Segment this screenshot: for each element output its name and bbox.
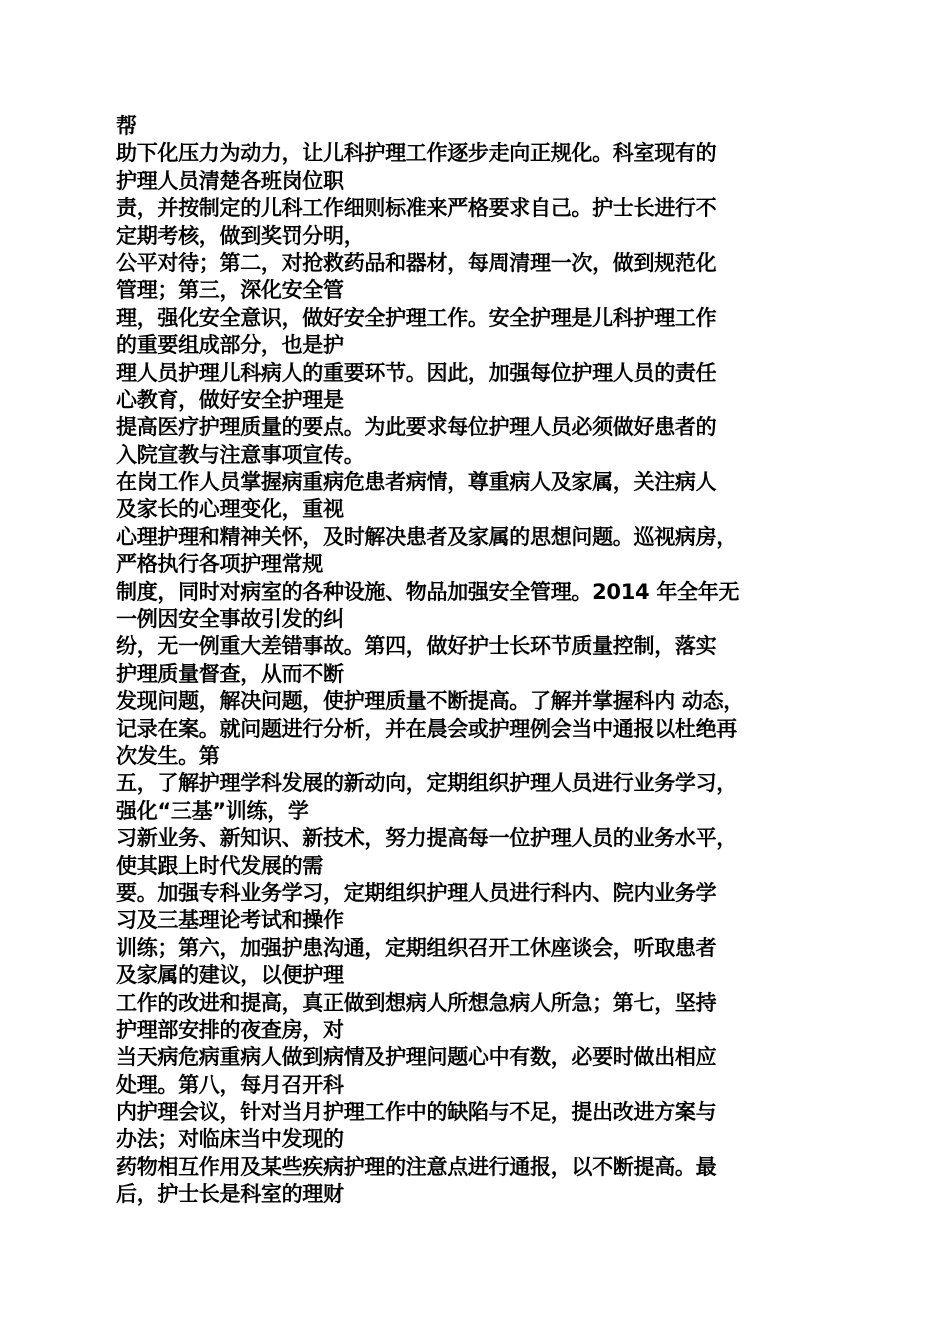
- text-line: 责，并按制定的儿科工作细则标准来严格要求自己。护士长进行不: [116, 196, 717, 221]
- text-line: 护理质量督查，从而不断: [116, 661, 344, 686]
- text-line: 使其跟上时代发展的需: [116, 853, 323, 878]
- text-line: 理人员护理儿科病人的重要环节。因此，加强每位护理人员的责任: [116, 360, 717, 385]
- text-line: 纷，无一例重大差错事故。第四，做好护士长环节质量控制，落实: [116, 634, 717, 659]
- text-line: 习及三基理论考试和操作: [116, 908, 344, 933]
- text-line: 五，了解护理学科发展的新动向，定期组织护理人员进行业务学习，: [116, 771, 737, 796]
- text-line: 严格执行各项护理常规: [116, 552, 323, 577]
- text-line: 当天病危病重病人做到病情及护理问题心中有数，必要时做出相应: [116, 1045, 717, 1070]
- text-line: 的重要组成部分，也是护: [116, 333, 344, 358]
- text-line: 训练；第六，加强护患沟通，定期组织召开工休座谈会，听取患者: [116, 935, 717, 960]
- text-line: 在岗工作人员掌握病重病危患者病情，尊重病人及家属，关注病人: [116, 470, 717, 495]
- text-line: 及家长的心理变化，重视: [116, 497, 344, 522]
- text-line: 药物相互作用及某些疾病护理的注意点进行通报，以不断提高。最: [116, 1154, 717, 1179]
- text-line: 定期考核，做到奖罚分明，: [116, 223, 365, 248]
- text-line: 办法；对临床当中发现的: [116, 1127, 344, 1152]
- text-line: 公平对待；第二，对抢救药品和器材，每周清理一次，做到规范化: [116, 250, 717, 275]
- text-line: 管理；第三，深化安全管: [116, 278, 344, 303]
- text-line: 提高医疗护理质量的要点。为此要求每位护理人员必须做好患者的: [116, 415, 717, 440]
- text-line: 理，强化安全意识，做好安全护理工作。安全护理是儿科护理工作: [116, 305, 717, 330]
- text-line: 助下化压力为动力，让儿科护理工作逐步走向正规化。科室现有的: [116, 141, 717, 166]
- text-line: 帮: [116, 114, 137, 138]
- text-line: 心理护理和精神关怀，及时解决患者及家属的思想问题。巡视病房，: [116, 524, 737, 549]
- text-line: 后，护士长是科室的理财: [116, 1182, 344, 1207]
- text-line: 内护理会议，针对当月护理工作中的缺陷与不足，提出改进方案与: [116, 1100, 717, 1125]
- text-line: 入院宣教与注意事项宣传。: [116, 442, 365, 467]
- text-line: 工作的改进和提高，真正做到想病人所想急病人所急；第七，坚持: [116, 990, 717, 1015]
- text-line: 处理。第八，每月召开科: [116, 1072, 344, 1097]
- text-line: 一例因安全事故引发的纠: [116, 607, 344, 632]
- text-line: 护理部安排的夜查房，对: [116, 1017, 344, 1042]
- text-line: 强化“三基”训练，学: [116, 798, 309, 823]
- text-line: 心教育，做好安全护理是: [116, 387, 344, 412]
- text-line: 要。加强专科业务学习，定期组织护理人员进行科内、院内业务学: [116, 880, 717, 905]
- text-line: 记录在案。就问题进行分析，并在晨会或护理例会当中通报以杜绝再: [116, 716, 737, 741]
- text-line: 次发生。第: [116, 743, 220, 768]
- text-line: 制度，同时对病室的各种设施、物品加强安全管理。2014 年全年无: [116, 579, 740, 604]
- text-line: 护理人员清楚各班岗位职: [116, 168, 344, 193]
- text-line: 习新业务、新知识、新技术，努力提高每一位护理人员的业务水平，: [116, 826, 737, 851]
- body-text: [116, 113, 840, 1209]
- text-line: 发现问题，解决问题，使护理质量不断提高。了解并掌握科内 动态，: [116, 689, 745, 714]
- text-line: 及家属的建议，以便护理: [116, 963, 344, 988]
